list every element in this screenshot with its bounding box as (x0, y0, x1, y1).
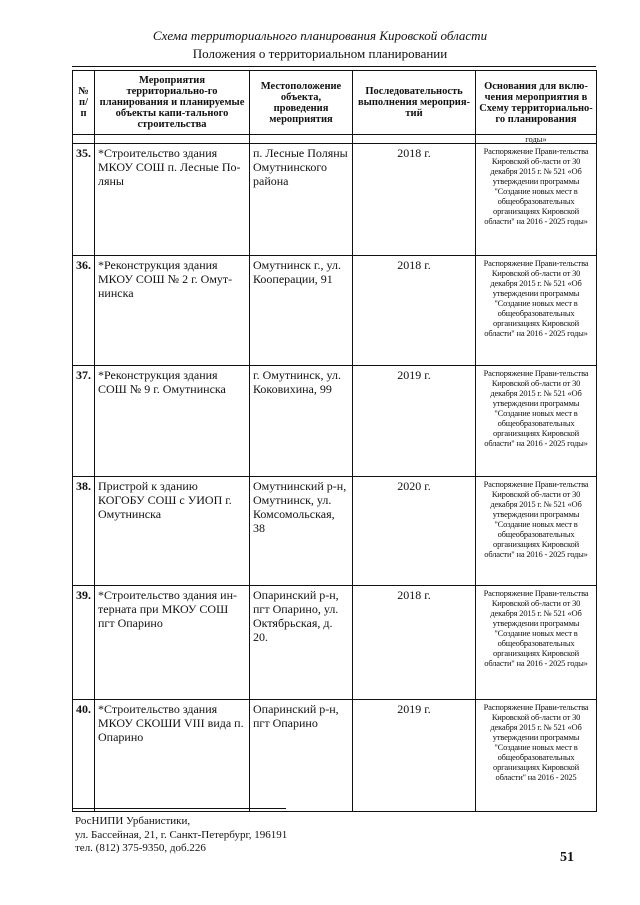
row-number: 36. (73, 256, 95, 366)
row-event: *Реконструкция здания СОШ № 9 г. Омутнинска (95, 366, 250, 477)
row-number: 39. (73, 586, 95, 700)
row-number: 37. (73, 366, 95, 477)
table-row (73, 144, 597, 256)
footer (75, 815, 287, 856)
row-number: 40. (73, 700, 95, 812)
row-sequence: 2018 г. (353, 144, 476, 256)
continuation-text: годы» (476, 135, 597, 144)
row-location: Омутнинский р-н, Омутнинск, ул. Комсомольская, 38 (250, 477, 353, 586)
row-location: Омутнинск г., ул. Кооперации, 91 (250, 256, 353, 366)
row-sequence: 2019 г. (353, 700, 476, 812)
row-location: п. Лесные Поляны Омутнинского района (250, 144, 353, 256)
row-basis: Распоряжение Прави-тельства Кировской об-ласти от 30 декабря 2015 г. № 521 «Об утверждении программы "Создание новых мест в общеобразовательных организациях Кировской области" на 2016 - 2025 годы» (476, 366, 597, 477)
row-basis: Распоряжение Прави-тельства Кировской об-ласти от 30 декабря 2015 г. № 521 «Об утверждении программы "Создание новых мест в общеобразовательных организациях Кировской области" на 2016 - 2025 годы» (476, 477, 597, 586)
header-rule (72, 66, 596, 67)
row-location: Опаринский р-н, пгт Опарино, ул. Октябрьская, д. 20. (250, 586, 353, 700)
row-location: Опаринский р-н, пгт Опарино (250, 700, 353, 812)
table-row (73, 256, 597, 366)
row-event: *Строительство здания МКОУ СОШ п. Лесные По-ляны (95, 144, 250, 256)
table-row (73, 586, 597, 700)
row-basis: Распоряжение Прави-тельства Кировской об-ласти от 30 декабря 2015 г. № 521 «Об утверждении программы "Создание новых мест в общеобразовательных организациях Кировской области" на 2016 - 2025 годы» (476, 144, 597, 256)
table-header-row (73, 71, 597, 135)
row-number: 38. (73, 477, 95, 586)
row-location: г. Омутнинск, ул. Коковихина, 99 (250, 366, 353, 477)
col-number-header: № п/п (73, 71, 95, 135)
col-basis-header: Основания для вклю-чения мероприятия в Схему территориально-го планирования (476, 71, 597, 135)
row-event: *Реконструкция здания МКОУ СОШ № 2 г. Омут-нинска (95, 256, 250, 366)
col-location-header: Местоположение объекта, проведения мероприятия (250, 71, 353, 135)
row-basis: Распоряжение Прави-тельства Кировской об-ласти от 30 декабря 2015 г. № 521 «Об утверждении программы "Создание новых мест в общеобразовательных организациях Кировской области" на 2016 - 2025 годы» (476, 586, 597, 700)
row-basis: Распоряжение Прави-тельства Кировской об-ласти от 30 декабря 2015 г. № 521 «Об утверждении программы "Создание новых мест в общеобразовательных организациях Кировской области" на 2016 - 2025 годы» (476, 256, 597, 366)
footer-org: РосНИПИ Урбанистики, (75, 815, 191, 827)
row-sequence: 2018 г. (353, 586, 476, 700)
document-title: Схема территориального планирования Кировской области (152, 28, 488, 43)
footer-address: ул. Бассейная, 21, г. Санкт-Петербург, 196191 (75, 828, 288, 841)
row-event: Пристрой к зданию КОГОБУ СОШ с УИОП г. Омутнинска (95, 477, 250, 586)
page-number: 51 (560, 850, 574, 865)
row-basis: Распоряжение Прави-тельства Кировской об-ласти от 30 декабря 2015 г. № 521 «Об утверждении программы "Создание новых мест в общеобразовательных организациях Кировской области" на 2016 - 2025 (476, 700, 597, 812)
table-row (73, 477, 597, 586)
table-row (73, 700, 597, 812)
footer-phone: тел. (812) 375-9350, доб.226 (75, 842, 206, 854)
row-sequence: 2019 г. (353, 366, 476, 477)
row-number: 35. (73, 144, 95, 256)
col-event-header: Мероприятия территориально-го планирования и планируемые объекты капи-тального строительства (95, 71, 250, 135)
continuation-row (73, 135, 597, 144)
table-row (73, 366, 597, 477)
row-event: *Строительство здания ин-терната при МКОУ СОШ пгт Опарино (95, 586, 250, 700)
row-event: *Строительство здания МКОУ СКОШИ VIII вида п. Опарино (95, 700, 250, 812)
document-subtitle: Положения о территориальном планировании (192, 46, 448, 61)
row-sequence: 2018 г. (353, 256, 476, 366)
planning-table (72, 70, 597, 812)
row-sequence: 2020 г. (353, 477, 476, 586)
col-sequence-header: Последовательность выполнения мероприя-тий (353, 71, 476, 135)
footer-rule (72, 808, 286, 809)
